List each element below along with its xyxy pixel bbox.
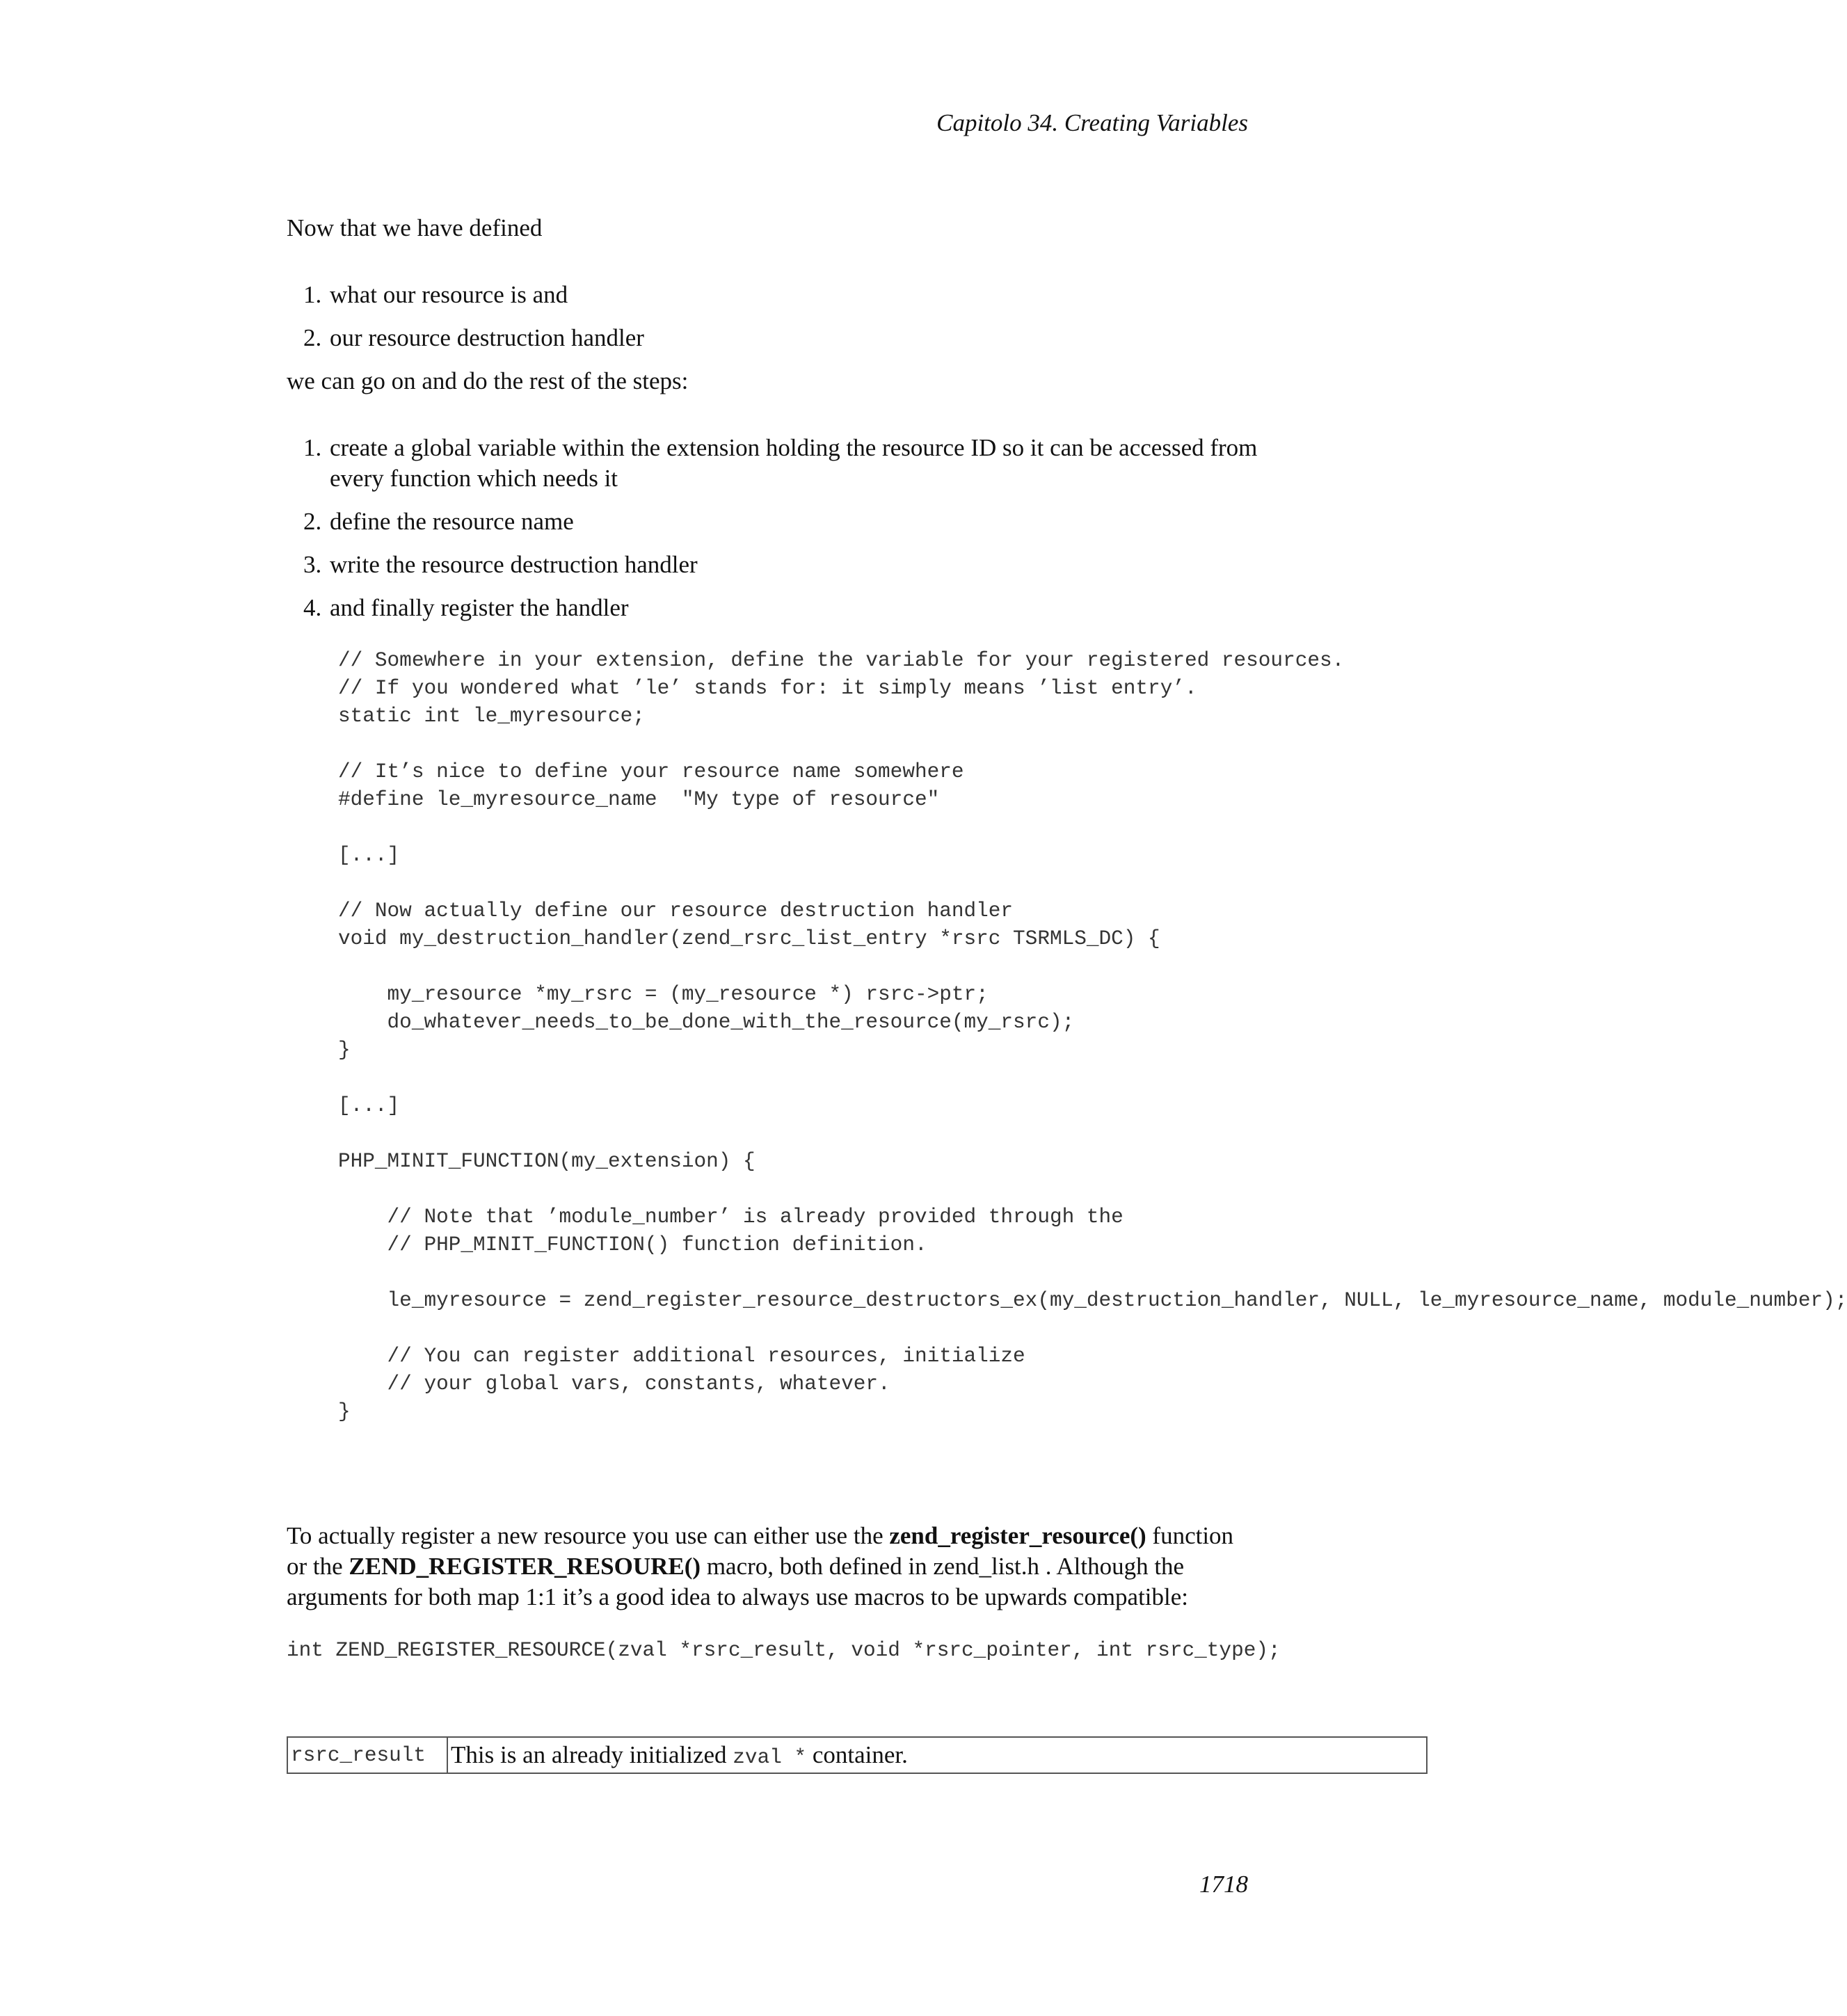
list-item bbox=[303, 593, 1304, 623]
list-text: write the resource destruction handler bbox=[330, 551, 698, 578]
function-name: zend_register_resource() bbox=[889, 1522, 1146, 1549]
intro-paragraph: Now that we have defined bbox=[287, 214, 543, 241]
list-number: 4. bbox=[303, 594, 322, 621]
steps-intro-paragraph: we can go on and do the rest of the steps: bbox=[287, 367, 689, 394]
defined-items-list bbox=[303, 280, 1304, 366]
text-run: To actually register a new resource you use can either use the bbox=[287, 1522, 890, 1549]
list-item bbox=[303, 550, 1304, 580]
table-row bbox=[287, 1737, 1427, 1773]
code-block: // Somewhere in your extension, define the variable for your registered resources. // If you wondered what ’le’ stands for: it simply means ’list entry’. static int le_myresource; // It’s nice to define your resource name somewhere #define le_myresource_name "My type of resource" [...] // Now actually define our resource destruction handler void my_destruction_handler(zend_rsrc_list_entry *rsrc TSRMLS_DC) { my_resource *my_rsrc = (my_resource *) rsrc->ptr; do_whatever_needs_to_be_done_with_the_resource(my_rsrc); } [...] PHP_MINIT_FUNCTION(my_extension) { // Note that ’module_number’ is already provided through the // PHP_MINIT_FUNCTION() function definition. le_myresource = zend_register_resource_destructors_ex(my_destruction_handler, NULL, le_myresource_name, module_number); // You can register additional resources, initialize // your global vars, constants, whatever. } bbox=[338, 649, 1847, 1423]
list-text: what our resource is and bbox=[330, 281, 568, 308]
running-header: Capitolo 34. Creating Variables bbox=[936, 109, 1248, 136]
param-name: rsrc_result bbox=[287, 1737, 447, 1773]
list-text: define the resource name bbox=[330, 508, 574, 535]
register-paragraph bbox=[287, 1521, 1254, 1613]
inline-code: zval * bbox=[733, 1746, 807, 1769]
list-text: and finally register the handler bbox=[330, 594, 629, 621]
list-number: 3. bbox=[303, 551, 322, 578]
list-number: 2. bbox=[303, 324, 322, 351]
list-text: our resource destruction handler bbox=[330, 324, 644, 351]
text-run: function or the bbox=[287, 1522, 1234, 1580]
list-text: create a global variable within the extension holding the resource ID so it can be accessed from bbox=[330, 434, 1258, 461]
list-number: 2. bbox=[303, 508, 322, 535]
param-description bbox=[447, 1737, 1427, 1773]
list-item bbox=[303, 323, 1304, 353]
parameters-table bbox=[287, 1736, 1428, 1774]
list-number: 1. bbox=[303, 434, 322, 461]
macro-name: ZEND_REGISTER_RESOURE() bbox=[349, 1553, 701, 1580]
list-number: 1. bbox=[303, 281, 322, 308]
function-prototype: int ZEND_REGISTER_RESOURCE(zval *rsrc_result, void *rsrc_pointer, int rsrc_type); bbox=[287, 1639, 1281, 1662]
list-text-continued: every function which needs it bbox=[330, 465, 618, 492]
list-item bbox=[303, 506, 1304, 537]
text-run: macro, both defined in zend_list.h . Although the arguments for both map 1:1 it’s a good idea to always use macros to be upwards compatible: bbox=[287, 1553, 1189, 1610]
text-run: This is an already initialized bbox=[451, 1741, 733, 1768]
text-run: container. bbox=[806, 1741, 908, 1768]
list-item bbox=[303, 433, 1304, 494]
list-item bbox=[303, 280, 1304, 310]
steps-list bbox=[303, 433, 1304, 636]
page-number: 1718 bbox=[1199, 1871, 1248, 1898]
